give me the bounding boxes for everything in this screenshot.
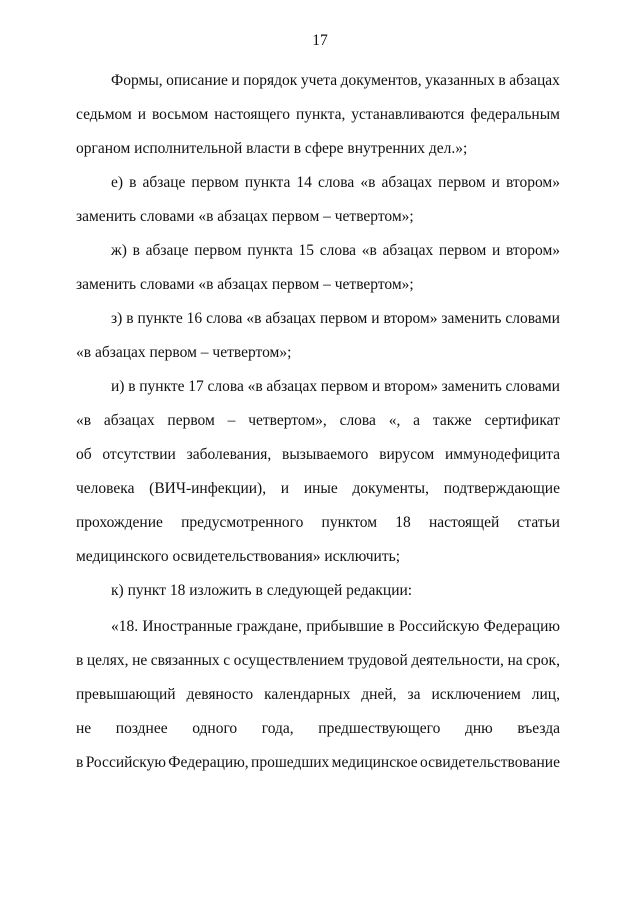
text-line: к) пункт 18 изложить в следующей редакции: [111,582,413,599]
text-line: «в абзацах первом – четвертом»; [76,344,292,361]
text-line: медицинского освидетельствования» исключить; [76,548,400,565]
text-line: Формы, описание и порядок учета документов, указанных в абзацах [111,72,560,89]
text-line: е) в абзаце первом пункта 14 слова «в абзацах первом и втором» [111,174,560,191]
text-line: «в абзацах первом – четвертом», слова «, а также сертификат [76,412,560,429]
text-line: превышающий девяносто календарных дней, за исключением лиц, [76,686,560,703]
page-number: 17 [312,32,328,49]
text-line: заменить словами «в абзацах первом – четвертом»; [76,208,414,225]
text-line: человека (ВИЧ-инфекции), и иные документы, подтверждающие [76,480,560,497]
text-line: об отсутствии заболевания, вызываемого вирусом иммунодефицита [76,446,560,463]
text-line: заменить словами «в абзацах первом – четвертом»; [76,276,414,293]
text-line: в целях, не связанных с осуществлением трудовой деятельности, на срок, [76,652,560,669]
text-line: прохождение предусмотренного пунктом 18 настоящей статьи [76,514,560,531]
text-line: ж) в абзаце первом пункта 15 слова «в абзацах первом и втором» [111,242,560,259]
text-line: не позднее одного года, предшествующего дню въезда [76,720,560,737]
text-line: з) в пункте 16 слова «в абзацах первом и втором» заменить словами [111,310,560,327]
text-line: «18. Иностранные граждане, прибывшие в Российскую Федерацию [111,618,560,635]
text-line: органом исполнительной власти в сфере внутренних дел.»; [76,140,468,157]
text-line: и) в пункте 17 слова «в абзацах первом и втором» заменить словами [111,378,560,395]
text-line: в Российскую Федерацию, прошедших медицинское освидетельствование [76,754,560,771]
text-line: седьмом и восьмом настоящего пункта, устанавливаются федеральным [76,106,560,123]
